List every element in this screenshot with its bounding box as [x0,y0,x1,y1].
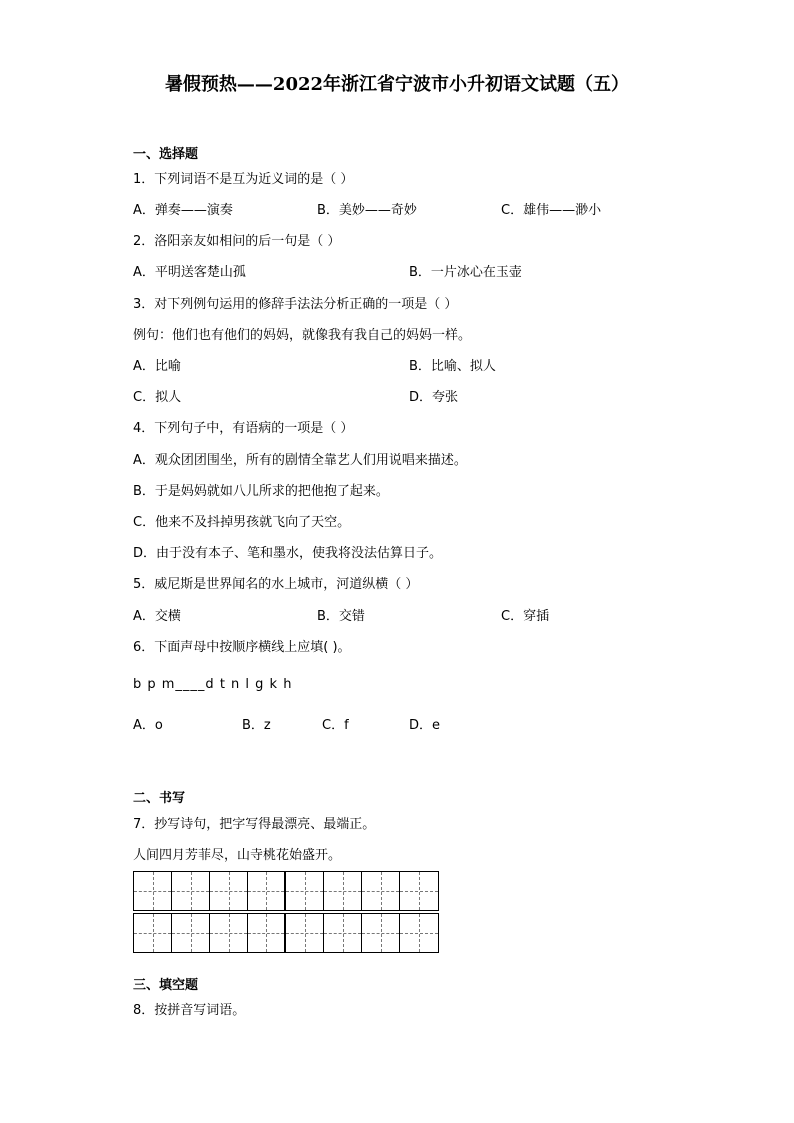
question-2-option-b: B．一片冰心在玉壶 [409,265,522,280]
question-6-option-c: C．f [322,718,349,733]
question-3-option-b: B．比喻、拟人 [409,359,496,374]
question-5-stem: 5．威尼斯是世界闻名的水上城市，河道纵横（ ） [133,577,419,592]
question-7-stem: 7．抄写诗句，把字写得最漂亮、最端正。 [133,817,376,832]
grid-cell [248,914,286,952]
question-6-stem: 6．下面声母中按顺序横线上应填( )。 [133,640,351,655]
grid-cell [362,872,400,910]
section-heading-fill-in: 三、填空题 [133,978,199,993]
question-1-option-b: B．美妙——奇妙 [317,203,417,218]
grid-cell [286,872,324,910]
grid-cell [400,872,438,910]
question-1-option-a: A．弹奏——演奏 [133,203,233,218]
grid-cell [210,872,248,910]
question-8-stem: 8．按拼音写词语。 [133,1003,246,1018]
question-1-stem: 1．下列词语不是互为近义词的是（ ） [133,172,354,187]
question-3-option-d: D．夸张 [409,390,459,405]
grid-cell [134,872,172,910]
grid-cell [210,914,248,952]
question-3-stem: 3．对下列例句运用的修辞手法法分析正确的一项是（ ） [133,297,458,312]
question-4-option-c: C．他来不及抖掉男孩就飞向了天空。 [133,515,351,530]
question-3-option-a: A．比喻 [133,359,181,374]
question-5-option-a: A．交横 [133,609,181,624]
question-3-option-c: C．拟人 [133,390,182,405]
grid-cell [248,872,286,910]
grid-cell [400,914,438,952]
grid-cell [172,872,210,910]
question-4-option-a: A．观众团团围坐，所有的剧情全靠艺人们用说唱来描述。 [133,453,467,468]
page-title: 暑假预热——2022年浙江省宁波市小升初语文试题（五） [164,74,630,95]
question-7-poem: 人间四月芳菲尽，山寺桃花始盛开。 [133,848,342,863]
grid-cell [362,914,400,952]
question-5-option-b: B．交错 [317,609,365,624]
writing-grid-row-1 [133,871,439,911]
question-6-sequence: b p m____d t n l g k h [133,677,293,692]
question-4-option-b: B．于是妈妈就如八儿所求的把他抱了起来。 [133,484,389,499]
section-heading-choice: 一、选择题 [133,147,199,162]
section-heading-writing: 二、书写 [133,791,186,806]
question-4-stem: 4．下列句子中，有语病的一项是（ ） [133,421,354,436]
grid-cell [286,914,324,952]
question-6-option-b: B．z [242,718,271,733]
question-2-stem: 2．洛阳亲友如相问的后一句是（ ） [133,234,341,249]
question-5-option-c: C．穿插 [501,609,550,624]
writing-grid-row-2 [133,913,439,953]
question-1-option-c: C．雄伟——渺小 [501,203,602,218]
grid-cell [134,914,172,952]
question-4-option-d: D．由于没有本子、笔和墨水，使我将没法估算日子。 [133,546,443,561]
question-6-option-a: A．o [133,718,163,733]
question-6-option-d: D．e [409,718,441,733]
grid-cell [324,872,362,910]
question-3-example: 例句：他们也有他们的妈妈，就像我有我自己的妈妈一样。 [133,328,472,343]
grid-cell [172,914,210,952]
question-2-option-a: A．平明送客楚山孤 [133,265,246,280]
grid-cell [324,914,362,952]
